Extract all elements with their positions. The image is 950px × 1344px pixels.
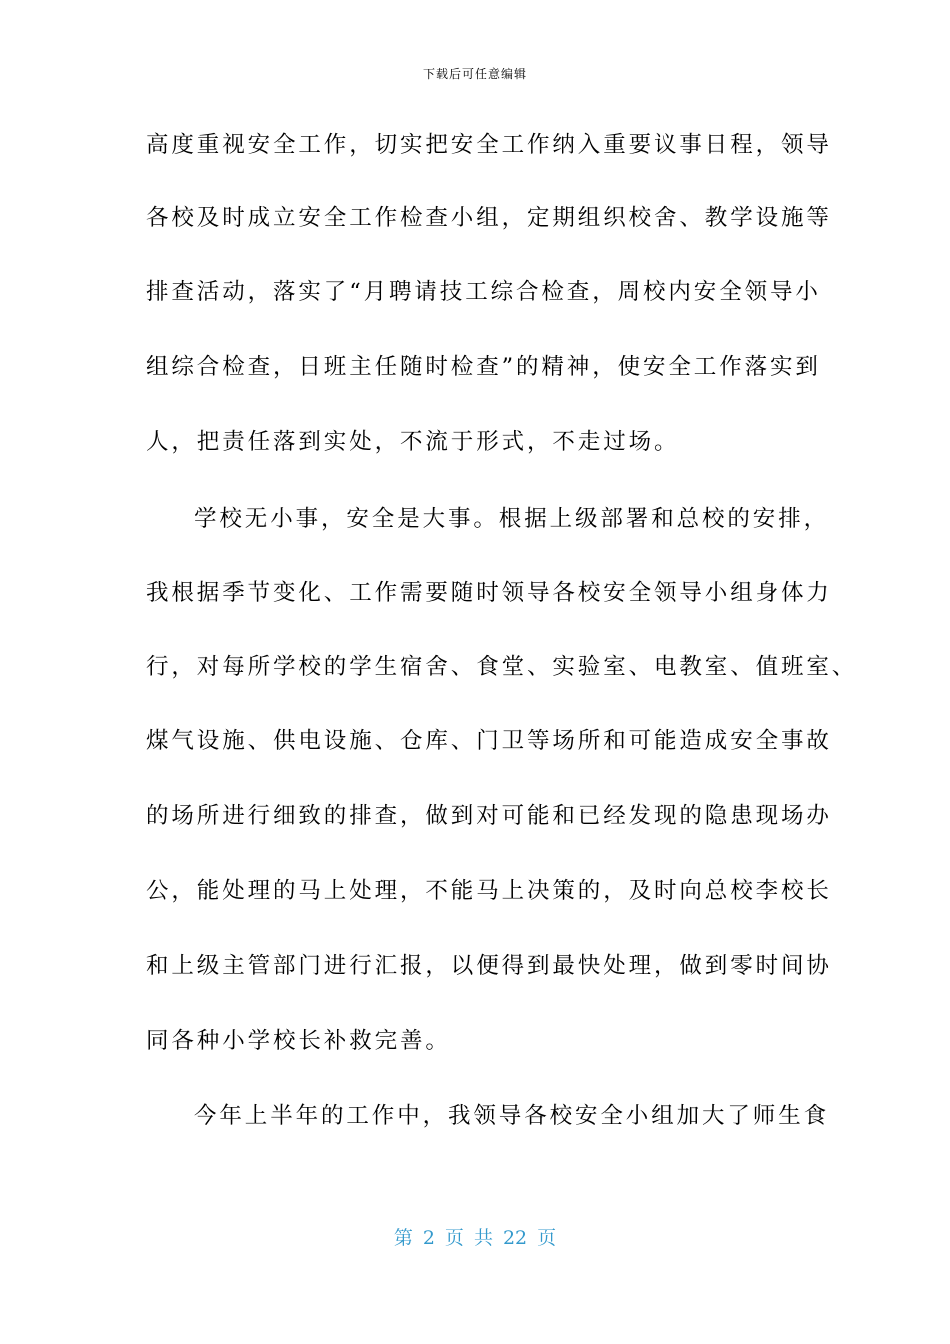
page-header: 下载后可任意编辑 (422, 67, 527, 81)
text-line: 同各种小学校长补救完善。 (146, 1028, 451, 1054)
text-line: 排查活动，落实了“月聘请技工综合检查，周校内安全领导小 (146, 279, 821, 305)
paragraph-start-line: 今年上半年的工作中，我领导各校安全小组加大了师生食 (194, 1103, 830, 1129)
paragraph-start-line: 学校无小事，安全是大事。根据上级部署和总校的安排， (194, 506, 830, 532)
text-line: 各校及时成立安全工作检查小组，定期组织校舍、教学设施等 (146, 205, 832, 231)
text-line: 我根据季节变化、工作需要随时领导各校安全领导小组身体力 (146, 580, 832, 606)
text-line: 公，能处理的马上处理，不能马上决策的，及时向总校李校长 (146, 878, 832, 904)
total-page-count: 22 (502, 1227, 528, 1249)
text-line: 的场所进行细致的排查，做到对可能和已经发现的隐患现场办 (146, 803, 832, 829)
text-line: 煤气设施、供电设施、仓库、门卫等场所和可能造成安全事故 (146, 728, 832, 754)
footer-suffix: 页 (537, 1227, 557, 1249)
text-line: 人，把责任落到实处，不流于形式，不走过场。 (146, 429, 680, 455)
text-line: 和上级主管部门进行汇报，以便得到最快处理，做到零时间协 (146, 953, 832, 979)
footer-prefix: 第 (393, 1227, 413, 1249)
text-line: 高度重视安全工作，切实把安全工作纳入重要议事日程，领导 (146, 132, 832, 158)
text-line: 组综合检查，日班主任随时检查”的精神，使安全工作落实到 (146, 354, 821, 380)
current-page-number: 2 (422, 1227, 435, 1249)
text-line: 行，对每所学校的学生宿舍、食堂、实验室、电教室、值班室、 (146, 654, 858, 680)
footer-middle: 页 共 (444, 1227, 493, 1249)
page-footer (0, 1226, 950, 1250)
